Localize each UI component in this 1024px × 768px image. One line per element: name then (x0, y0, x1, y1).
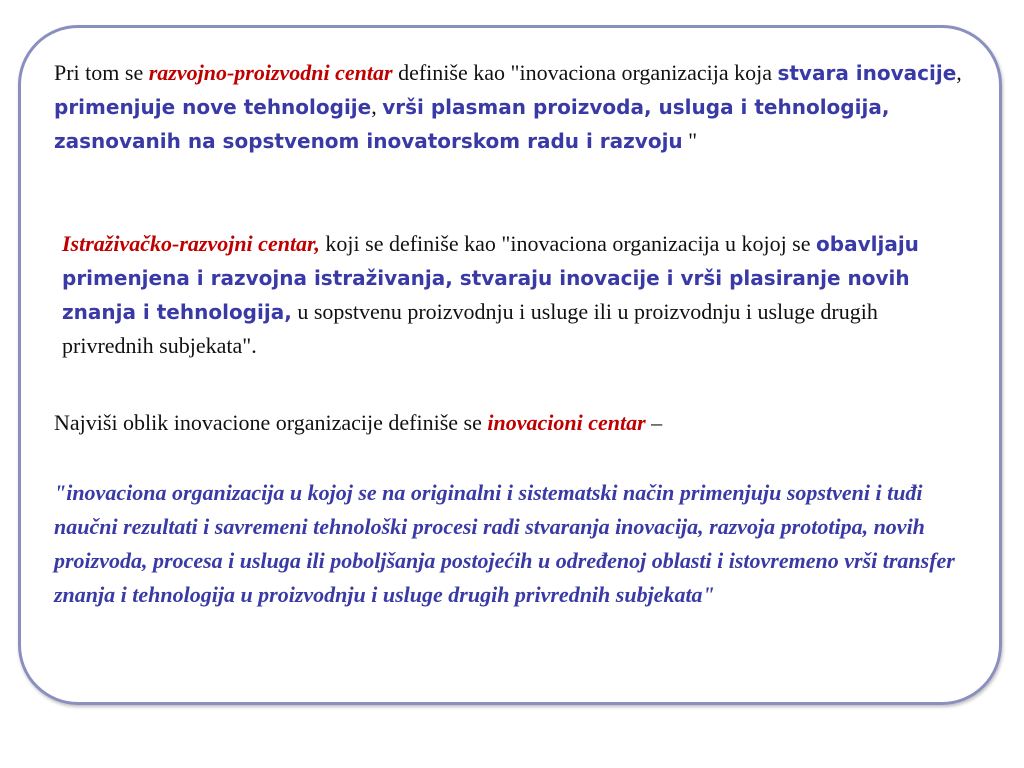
text: Pri tom se (54, 60, 149, 85)
term-istrazivacko-razvojni-centar: Istraživačko-razvojni centar, (62, 231, 320, 256)
emphasis-primenjuje-tehnologije: primenjuje nove tehnologije (54, 95, 372, 119)
text: – (645, 410, 663, 435)
paragraph-razvojno-proizvodni (54, 56, 974, 158)
paragraph-istrazivacko-razvojni (62, 227, 962, 363)
term-razvojno-proizvodni-centar: razvojno-proizvodni centar (148, 60, 393, 85)
text: definiše kao "inovaciona organizacija koja (392, 60, 778, 85)
text: koji se definiše kao "inovaciona organizacija u kojoj se (319, 231, 817, 256)
text: u sopstvenu proizvodnju i usluge ili u proizvodnju i usluge drugih privrednih subjekata". (62, 299, 878, 358)
term-inovacioni-centar: inovacioni centar (487, 410, 646, 435)
paragraph-definition-quote (54, 476, 974, 612)
text: , (956, 60, 962, 85)
text: " (682, 128, 698, 153)
emphasis-stvara-inovacije: stvara inovacije (777, 61, 957, 85)
text: , (371, 94, 383, 119)
definition-quote: "inovaciona organizacija u kojoj se na originalni i sistematski način primenjuju sopstveni i tuđi naučni rezultati i savremeni tehnološki procesi radi stvaranja inovacija, razvoja prototipa, novih proizvoda, procesa i usluga ili poboljšanja postojećih u određenoj oblasti i istovremeno vrši transfer znanja i tehnologija u proizvodnju i usluge drugih privrednih subjekata" (54, 480, 955, 607)
emphasis-vrsi-plasman: vrši plasman proizvoda, usluga i tehnologija, zasnovanih na sopstvenom inovatorskom radu i razvoju (54, 95, 890, 153)
paragraph-najvisi-oblik (54, 406, 974, 440)
emphasis-obavljaju-istrazivanja: obavljaju primenjena i razvojna istraživanja, stvaraju inovacije i vrši plasiranje novih znanja i tehnologija, (62, 232, 919, 324)
text: Najviši oblik inovacione organizacije definiše se (54, 410, 488, 435)
